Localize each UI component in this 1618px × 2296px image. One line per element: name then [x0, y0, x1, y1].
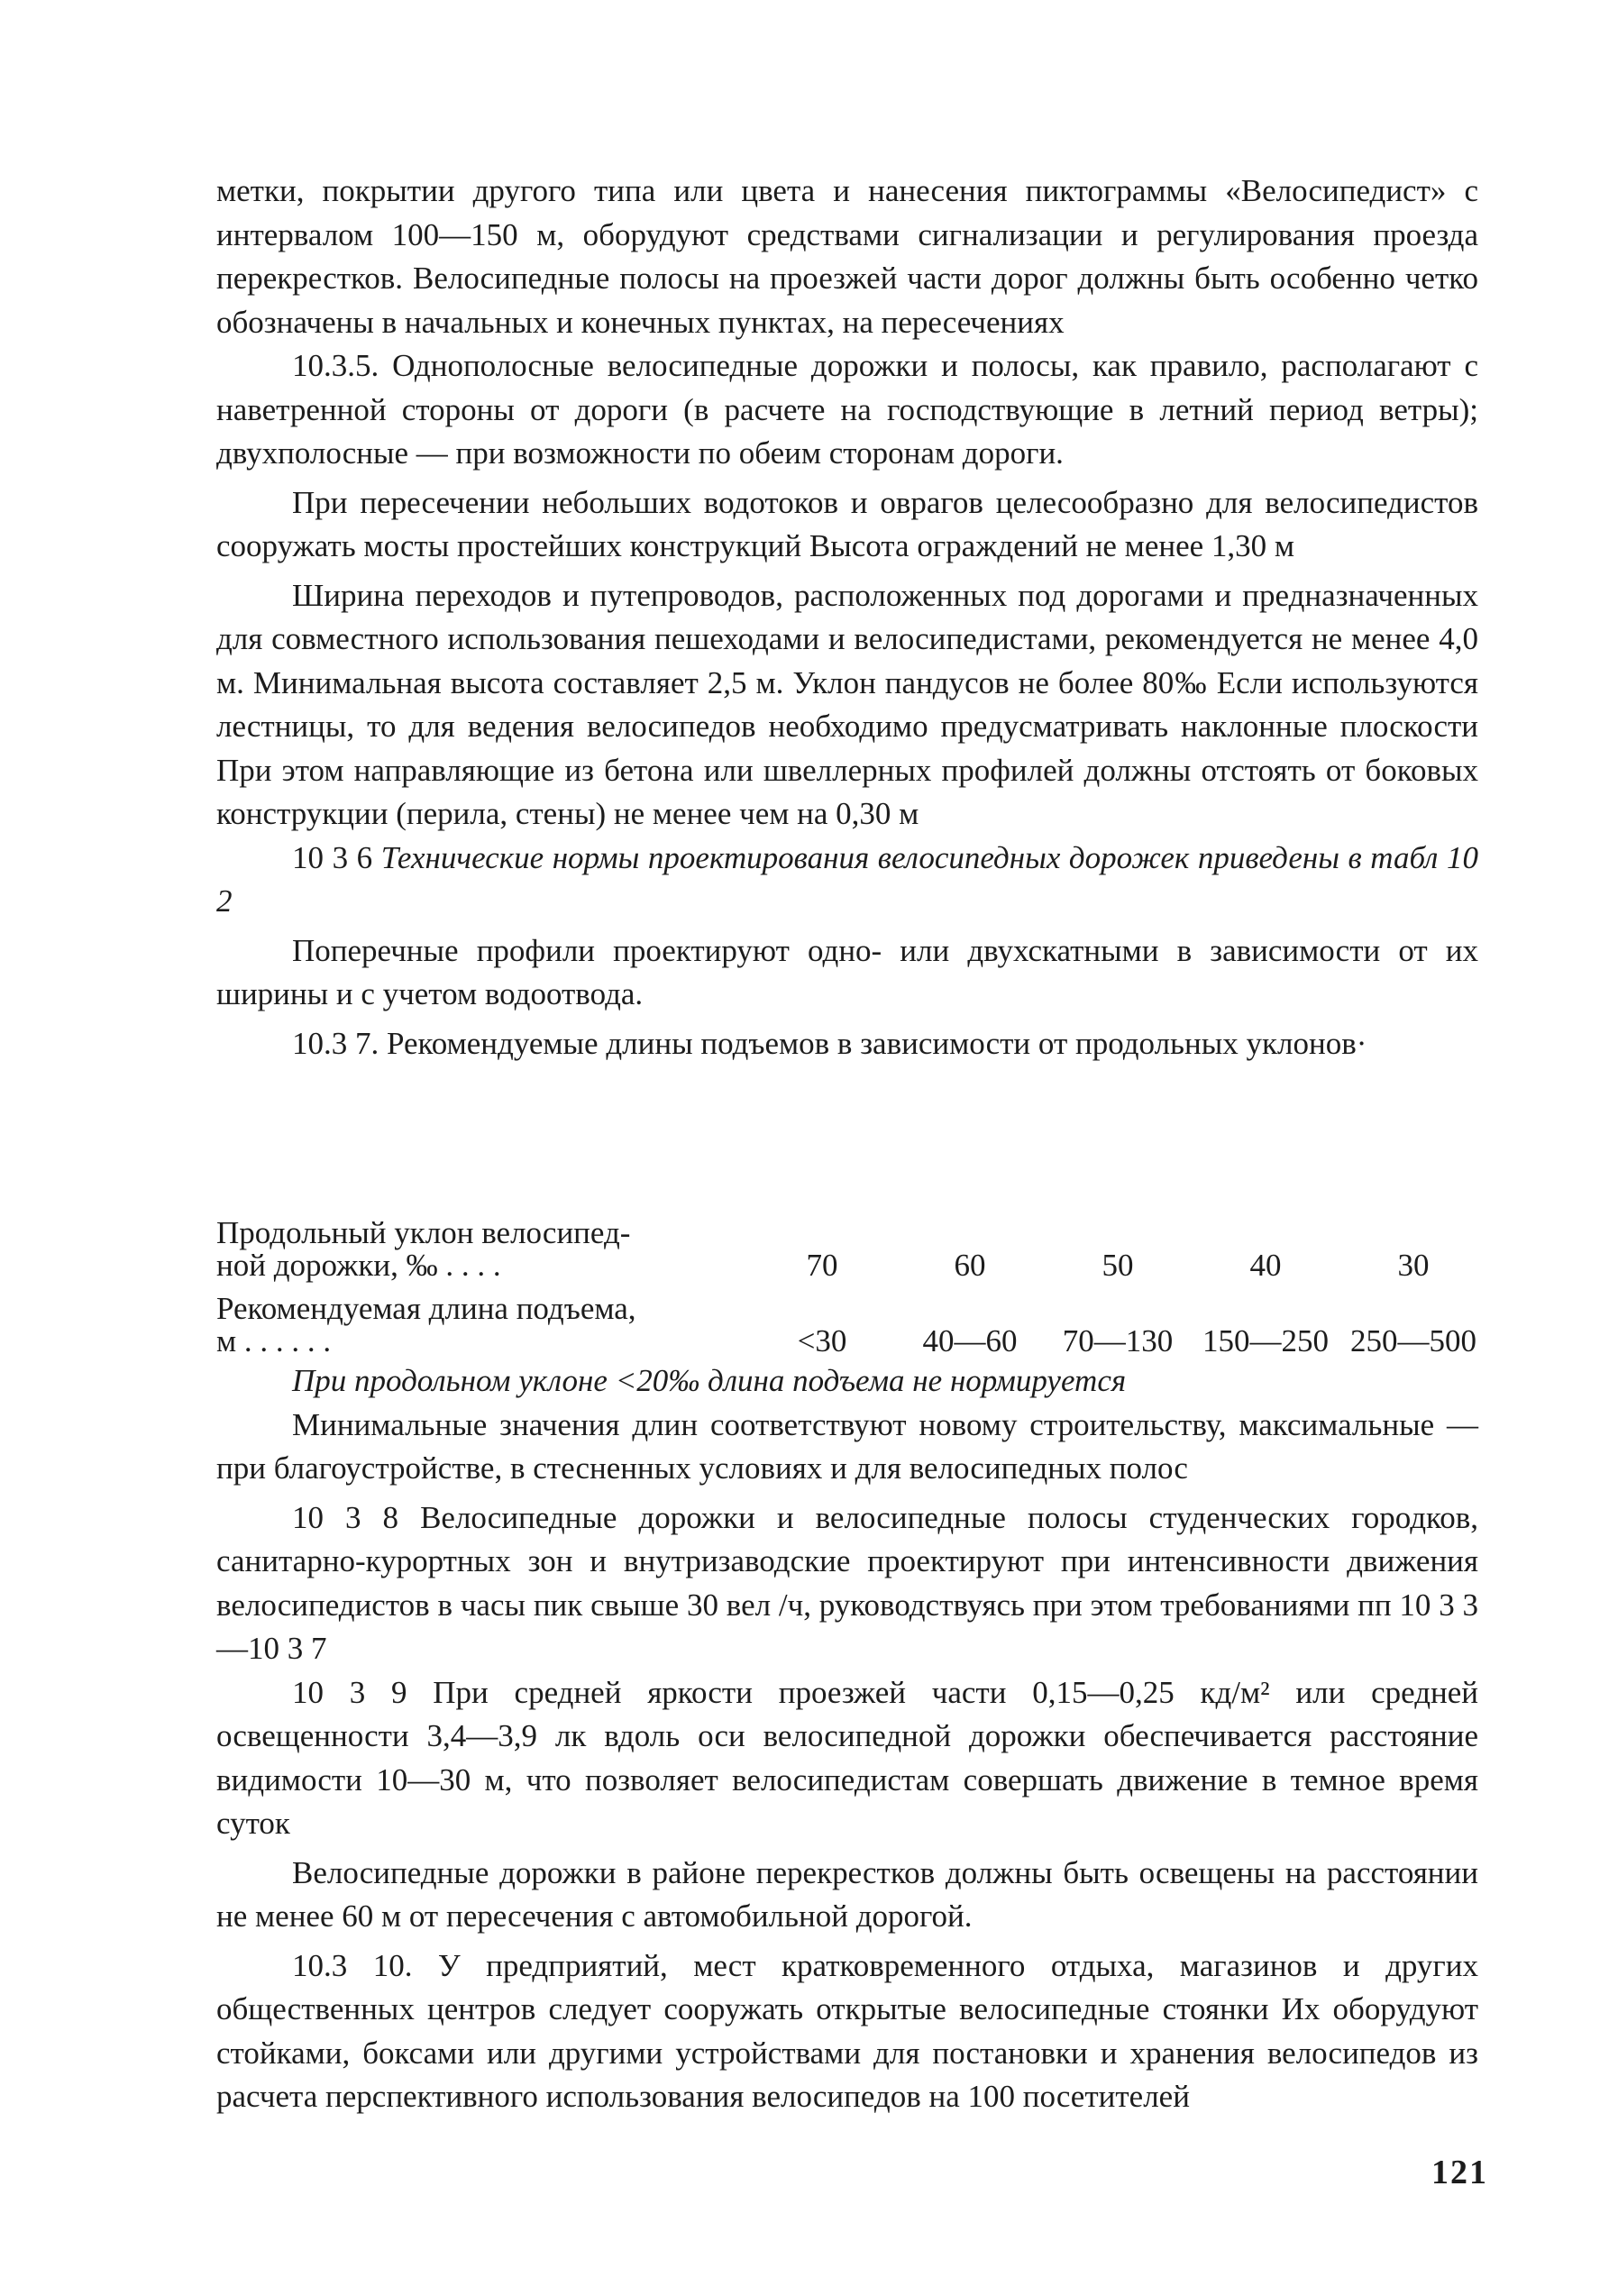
slope-value: 30: [1397, 1248, 1430, 1283]
paragraph-10-3-5: 10.3.5. Однополосные велосипедные дорожки и полосы, как правило, располагают с наветренной стороны от дороги (в расчете на господствующие в летний период ветры); двухполосные — при возможности по обеим сторонам дороги.: [216, 348, 1478, 471]
slope-label-line1: Продольный уклон велосипед-: [216, 1215, 631, 1250]
paragraph-min-max: Минимальные значения длин соответствуют новому строительству, максимальные — при благоустройстве, в стесненных условиях и для велосипедных полос: [216, 1406, 1478, 1486]
length-value: <30: [797, 1323, 847, 1358]
paragraph-bridges: При пересечении небольших водотоков и оврагов целесообразно для велосипедистов сооружать мосты простейших конструкций Высота ограждений не менее 1,30 м: [216, 484, 1478, 563]
page-number: 121: [1431, 2154, 1488, 2191]
length-value: 250—500: [1350, 1323, 1476, 1358]
length-label-line2: м . . . . . .: [216, 1323, 332, 1358]
slope-note: При продольном уклоне <20‰ длина подъема не нормируется: [292, 1363, 1127, 1398]
slope-label-line2: ной дорожки, ‰ . . . .: [216, 1248, 501, 1283]
paragraph-10-3-6-number: 10 3 6: [292, 839, 373, 875]
length-label-line1: Рекомендуемая длина подъема,: [216, 1291, 636, 1326]
slope-value: 70: [806, 1248, 838, 1283]
paragraph-10-3-10: 10.3 10. У предприятий, мест кратковременного отдыха, магазинов и других общественных центров следует сооружать открытые велосипедные стоянки Их оборудуют стойками, боксами или другими устройствами для постановки и хранения велосипедов из расчета перспективного использования велосипедов на 100 посетителей: [216, 1947, 1478, 2114]
top-text-block: [216, 169, 1478, 1066]
paragraph-lighting: Велосипедные дорожки в районе перекрестков должны быть освещены на расстоянии не менее 60 м от пересечения с автомобильной дорогой.: [216, 1854, 1478, 1934]
length-label: [216, 1293, 748, 1358]
paragraph-10-3-6: [216, 837, 1478, 924]
slope-row: [216, 1217, 1487, 1282]
slope-length-table: [216, 1217, 1487, 1358]
slope-value: 50: [1102, 1248, 1134, 1283]
paragraph-10-3-8: 10 3 8 Велосипедные дорожки и велосипедные полосы студенческих городков, санитарно-курортных зон и внутризаводские проектируют при интенсивности движения велосипедистов в часы пик свыше 30 вел /ч, руководствуясь при этом требованиями пп 10 3 3—10 3 7: [216, 1499, 1478, 1666]
slope-value: 60: [954, 1248, 986, 1283]
length-row: [216, 1293, 1487, 1358]
slope-value: 40: [1249, 1248, 1282, 1283]
paragraph-10-3-6-text: Технические нормы проектирования велосипедных дорожек приведены в табл 10 2: [216, 839, 1479, 919]
bottom-text-block: [216, 1359, 1478, 2119]
length-value: 70—130: [1062, 1323, 1174, 1358]
length-value: 150—250: [1202, 1323, 1329, 1358]
paragraph-continuation: метки, покрытии другого типа или цвета и нанесения пиктограммы «Велосипедист» с интервалом 100—150 м, оборудуют средствами сигнализации и регулирования проезда перекрестков. Велосипедные полосы на проезжей части дорог должны быть особенно четко обозначены в начальных и конечных пунктах, на пересечениях: [216, 173, 1478, 340]
paragraph-10-3-9: 10 3 9 При средней яркости проезжей части 0,15—0,25 кд/м² или средней освещенности 3,4—3,9 лк вдоль оси велосипедной дорожки обеспечивается расстояние видимости 10—30 м, что позволяет велосипедистам совершать движение в темное время суток: [216, 1674, 1478, 1841]
paragraph-10-3-7: 10.3 7. Рекомендуемые длины подъемов в зависимости от продольных уклонов·: [292, 1025, 1367, 1061]
paragraph-underpasses: Ширина переходов и путепроводов, расположенных под дорогами и предназначенных для совместного использования пешеходами и велосипедистами, рекомендуется не менее 4,0 м. Минимальная высота составляет 2,5 м. Уклон пандусов не более 80‰ Если используются лестницы, то для ведения велосипедов необходимо предусматривать наклонные плоскости При этом направляющие из бетона или швеллерных профилей должны отстоять от боковых конструкции (перила, стены) не менее чем на 0,30 м: [216, 577, 1478, 831]
slope-label: [216, 1217, 748, 1282]
paragraph-cross-profiles: Поперечные профили проектируют одно- или двухскатными в зависимости от их ширины и с учетом водоотвода.: [216, 932, 1478, 1011]
length-value: 40—60: [922, 1323, 1018, 1358]
